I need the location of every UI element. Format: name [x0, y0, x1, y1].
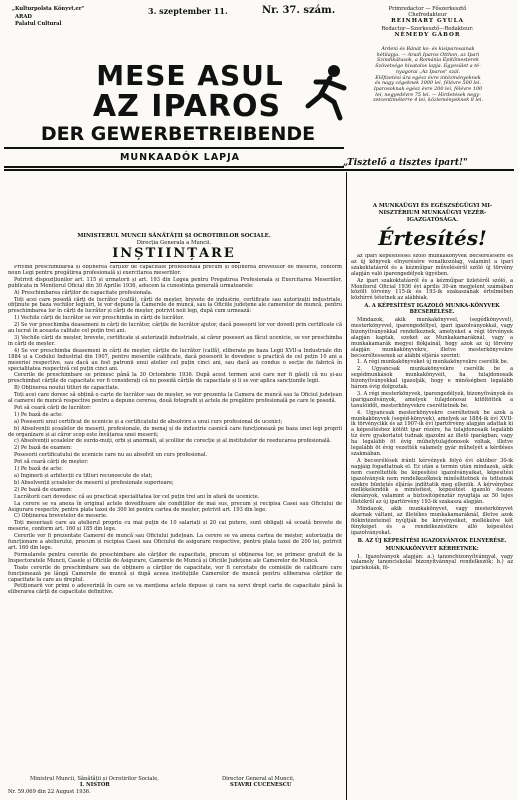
- left-paragraph: Privind preschimbarea și obținerea carților de capacitate profesională precum și obținerea brevetelor de meserie, conform noun Legi pentru pregătirea profesională și exercitarea meseriilor.: [8, 265, 342, 276]
- ministry-line-1: MINISTERUL MUNCII SĂNĂTĂȚII ȘI OCROTIRILOR SOCIALE.: [77, 233, 271, 239]
- right-section-b: B. AZ ÚJ KÉPESÍTÉSI IGAZOLVÁNYOK ELNYERÉSE.: [357, 537, 507, 544]
- masthead-title-1: MESE ASUL: [96, 59, 284, 92]
- right-paragraph: 3. A régi mesterkönyvek, iparengedélyek, bizonyítványok és iparigazolványok, amelyek tulajdonosai kitöltötték a tanulóidőt, mesterkönyvekre cseréltetnek be.: [351, 390, 513, 409]
- right-paragraph: 2. Ugyancsak munkakönyvekre cserélik be a segédmunkások munkakönyveit, ha tulajdonosaik bizonyítványokkal igazolják, hogy e minőségben legalább három évig dolgoztak.: [351, 366, 513, 391]
- sig-left-1: Ministrul Muncii, Sănătății și Ocrotirilor Sociale,: [30, 776, 159, 782]
- left-paragraph: 1) Pe bază de acte:: [14, 466, 63, 473]
- right-paragraph: Az ipari szakoktatásról és a kézműipar üzletéről szóló, a Monitorul Oficial 1936 évi április 30-án megjelent számában közölt törvény 115-ik és 193-ik szakaszának értelmében közhírré tétetnek az alábbiak.: [351, 277, 513, 302]
- runner-emblem-icon: [300, 62, 356, 124]
- right-paragraph: 1. A régi munkakönyveket új munkakönyvekre cserélik be.: [357, 359, 509, 366]
- sig-right-1: Director General al Muncii,: [222, 776, 295, 782]
- left-paragraph: 1) Vechile cărți de lucrător se vor preschimba in cărți de lucrător.: [14, 315, 184, 322]
- info-line: Szövetsége hivatalos lapja. Egyesület a té-: [375, 63, 481, 70]
- left-paragraph: 1) Pe bază de acte:: [14, 411, 63, 418]
- footer-number: Nr. 59.069 din 22 August 1936.: [8, 789, 91, 795]
- editor-name: REINHART GYULA: [391, 18, 464, 24]
- left-paragraph: b) Absolvenții școalelor de meserii, profesionale, de menaj și de industrie casnică care funcționează pe baza unei legi proprii de organizare și ai căror scop este învățarea unei meserii;: [8, 425, 342, 438]
- right-paragraph: Mindazok, akik munkakönyvvel, (segédkönyvvel), mesterkönyvvel, iparengedéllyel, ipari igazolványokkal, vagy bizonyítványokkal rendelkeznek, amelyeket a régi törvények alapján kaptak, ezeket az Munkakamaráknál, vagy a munkakamarák megyei fiókjainál, hogy azok az új törvény alapján munkakönyvekre, illetve mesterkönyvekre becseréltessenek az alábbi eljárás szerint:: [351, 317, 513, 359]
- left-paragraph: 2) Pe bază de examen:: [14, 445, 72, 452]
- info-line: zetcentiméterre 4 lei, közleményeknek 8 lei.: [372, 97, 484, 104]
- info-line: nyagorai „Az Iparos" szál.: [395, 68, 461, 75]
- masthead-subtitle: MUNKAADÓK LAPJA: [119, 152, 241, 163]
- left-paragraph: C) Obținerea brevetelor de meserie.: [14, 513, 108, 520]
- left-paragraph: b) Absolvenții școalelor de meserii și profesionale superioare;: [14, 479, 174, 486]
- left-paragraph: 4) Se vor preschimba deasemeni in cărți de meșter, cărțile de lucrător (calfă), eliberate pe baza Legii XVII-a Industriale din 1884 și a Codului Industrial din 1907, pentru meseriile calificate, dacă posesorii le dovedesc o practică de cel puțin 10 ani a meseriei respective, sau dacă au fost patronii unui atelier cel puțin cinci ani, sau dacă au condus o secție de fabrică în specialitatea respectivă cel puțin cinci ani.: [8, 347, 342, 372]
- left-heading-rule: [110, 262, 240, 263]
- info-line: és nagy cégeknek 1000 lei, félévre 500 lei.: [375, 80, 481, 87]
- left-paragraph: Toți acei care posedă cărți de lucrător (calfă), cărți de meșter, brevete de industrie, certificate sau autorizații industriale, obținute pe baza vechilor legiuiri, le vor depune la Camerele de muncă, sau la Oficiile județene ale camerelor de muncă, pentru preschimbarea lor în cărți de lucrător și cărți de meșter, potrivit noii legi, după cum urmează:: [8, 296, 342, 315]
- right-paragraph: 4. Ugyancsak mesterkönyvekre cseréltetnek be azok a munkakönyvek (segéd-könyvek), amelyek az 1884-ik évi XVII-ik törvénycikk és az 1907-ik évi ipartörvény alapján adattak ki a képesítéshez kötött ipar rézére, ha tulajdonosaik legalább tíz évre gyakorlatot tudnak igazolni az illető iparágban, vagy ha legalább öt évig műhelytulajdonosok voltak, illetve legalább öt évig vezették valamely gyár műhelyét a kérdéses szakmában.: [351, 409, 513, 457]
- issue-number: Nr. 37. szám.: [262, 5, 336, 16]
- right-heading: Értesítés!: [378, 226, 487, 250]
- right-intro-1: A MUNKAÜGYI ÉS EGÉSZSÉGÜGYI MI-: [372, 203, 493, 209]
- right-intro-3: IGAZGATÓSÁGA.: [406, 217, 459, 223]
- sig-right-2: STAVRI CUCENESCU: [230, 782, 292, 788]
- info-line: Előfizetési ára egész évre intézményeknek: [375, 74, 481, 81]
- left-heading: INȘTIINȚARE: [112, 246, 236, 261]
- left-paragraph: Pot să ceară cărți de meșter:: [14, 459, 89, 466]
- right-section-c: MUNKAKÖNYVET KÉRHETNEK:: [385, 545, 479, 552]
- left-body: [8, 265, 342, 775]
- publication-info: [343, 47, 513, 104]
- right-paragraph: A becserélések iránti kérvények folyó évi október 30-ik napjáig fogadtatnak el. Ez után a termin után mindazok, akik nem cseréltették be képesítési igazolványaikat, képesítési igazolványok nem rendelkezőknek minősíttetnek és tetteinek ezekre büntetés éljárás indíttatik meg ellenük. A kérvényhez mellékelendők a minősítést, képesítést igazoló összes okmányok, valamint a biztosítópénztár nyugtája az 50 lejes illetékről az új ipartörvény 193-ik szakasza alapján.: [351, 457, 513, 506]
- right-paragraph: 1. Igazolványok alapján: a.) tanoncbizonyítvánnyal, vagy valamely tanonciskolai bizonyítvánnyal rendelkezők; b.) az ipariskolák, fő-: [351, 553, 513, 572]
- editor2-label: Redactor—Szerkesztő—Redakteur:: [381, 26, 474, 33]
- sig-left-2: I. NISTOR: [80, 782, 110, 788]
- right-paragraph: Mindazok, akik munkakönyvet, vagy mesterkönyvet akarnak váltani, az illetékes munkakamaráknál, illetve azok fiókintézeteinél nyújtják be kérvényeiket, mellékelve két fényképet és a rendelkezésükre álló képesítési igazolványokat.: [351, 506, 513, 536]
- editor2-name: NÉMEDY GÁBOR: [394, 32, 461, 39]
- right-intro-2: NISZTÉRIUM MUNKAÜGYI VEZÉR-: [378, 210, 487, 216]
- masthead-rule-top: [4, 147, 344, 149]
- editor-label: Primredactor — Főszerkesztő: [388, 6, 467, 12]
- header-rule: [4, 169, 514, 171]
- left-paragraph: Pot să ceară cărți de lucrător:: [14, 404, 92, 411]
- left-paragraph: Lucrătorii cari dovedesc că au practicat specialitatea lor cel puțin trei ani în afară de ucenicie.: [14, 493, 260, 500]
- left-paragraph: Toți acei care doresc să obțină o carte de lucrător sau de meșter, se vor prezenta la Camera de muncă sau la Oficiul județean al camerei de muncă respective pentru a depune cererea, două fotografii și actele de pregătire profesională pe care le posedă.: [8, 392, 342, 405]
- info-line: lei, negyedévre 75 lei. — Hirdetések negy-: [375, 91, 481, 98]
- issue-date: 3. szeptember 11.: [148, 6, 228, 16]
- left-paragraph: Cererile de preschimbare se primesc până la 30 Octombrie 1936. După acest termen acei care nor fi găsiți că nu și-au preschimbat cărțile de capacitate vor fi considerați că nu posedă cărțile de capacitate și li se vor aplica sancțiunile legii.: [8, 372, 342, 385]
- left-paragraph: Formularele pentru cererile de preschimbare ale cărților de capacitate, precum și obținerea lor, se primesc gratuit de la Inspectoratele Muncii, Casele și Oficiile de Asigurare, Camerele de Muncă și Oficiile Județene ale Camerelor de Muncă.: [8, 551, 342, 564]
- top-left-line-3: Palatul Cultural: [15, 21, 62, 27]
- info-line: Árdeni és Bánát ko- és kisiparosainak: [381, 46, 475, 52]
- info-line: Iparosoknak egész évre 200 lei, félévre 100: [373, 85, 483, 92]
- left-paragraph: Cererile vor fi prezentate Camerei de muncă sau Oficiului județean. La cerere se va anexa cartea de meșter, autorizația de funcționare a atelierului, precum și recipisa Casei sau Oficiului de asigurare respective, pentru plata taxei de 200 lei, potrivit art. 160 din lege.: [8, 533, 342, 551]
- info-line: hétilapja. — Aradi Iparos Otthon, az Ipari: [376, 51, 480, 58]
- ministry-line-2: Direcția Generala a Muncii.: [136, 240, 212, 246]
- masthead-rule-bottom: [4, 166, 344, 168]
- left-paragraph: a) Posesorii unui certificat de ucenicie și a certificatului de absolvire a unui curs profesional de ucenici;: [14, 418, 283, 425]
- left-paragraph: Posesorii certificatului de ucenicie care nu au absolvit un curs profesional.: [14, 452, 208, 459]
- left-paragraph: 2) Se vor preschimba deasemeni in cărți de lucrător, cărțile de lucrător ajutor, dacă posesorii lor vor dovedi prin certificate că au lucrat în aceasta calitate cel puțin trei ani.: [8, 322, 342, 335]
- editor-box: [345, 6, 510, 39]
- left-paragraph: 3) Vechile cărți de meșter, brevete, certificate și autorizații industriale, ai căror posesori au făcut ucenicie, se vor preschimba in cărți de meșter.: [8, 334, 342, 347]
- info-line: Szindikátusok, a Románia Építőmesterek: [377, 57, 479, 64]
- left-paragraph: Potrivit dispozițiunilor art. 115 și urmatorii și art. 193 din Legea pentru Pregatirea Profesionala și Exercitarea Meseriilor, publicata in Monitorul Oficial din 30 Aprilie 1936, aducem la cunostința generală urmatoarele:: [8, 276, 342, 289]
- left-paragraph: Petiționarii vor primi o adeverință în care se va menționa actele depuse și care va servi drept carte de capacitate până la eliberarea cărții de capacitate definitive.: [8, 583, 342, 596]
- left-paragraph: 2) Pe bază de examen:: [14, 486, 72, 493]
- motto: „Tisztelő a tisztes ipart!": [343, 158, 468, 168]
- left-paragraph: La cerere se va anexa în original actele doveditoare ale condițiilor de mai sus, precum și recipisa Casei sau Oficiului de Asigurare respectiv, pentru plata taxei de 300 lei pentru cartea de meșter, potrivit art. 193 din lege.: [8, 500, 342, 513]
- masthead-title-2: AZ IPAROS: [92, 89, 282, 124]
- right-paragraph: az ipari képesítéssel szóló munkakönyvek becserélésére és az új könyvek elnyerésére vonatkozólag, valamint a ipari szakoktatásról és a kézműipar műveléséről szóló új törvény alapján való iparengedélyek ügyében.: [351, 254, 513, 277]
- left-paragraph: Toate cererile de preschimbare sau de obținere a cărților de capacitate, vor fi cercetate de comisiile de calificare care funcționează pe lângă Camerele de muncă și după aceea instituțiile Camerelor de muncă pentru eliberarea cărților de capacitate la care au dreptul.: [8, 564, 342, 583]
- top-left-line-2: ARAD: [15, 14, 32, 20]
- right-body: [351, 254, 513, 798]
- masthead-title-3: DER GEWERBETREIBENDE: [40, 123, 316, 145]
- right-section-a: A. A KÉPESÍTÉST IGAZOLÓ MUNKA-KÖNYVEK BECSERÉLÉSE.: [364, 303, 500, 316]
- left-paragraph: Toți meseriașii care au atelierul propriu cu mai puțin de 10 salariați și 20 cai putere, sunt obligați să scoată brevete de meserie, conform art. 160 și 185 din lege.: [8, 520, 342, 533]
- column-divider: [346, 172, 347, 800]
- left-paragraph: A) Preschimbarea cărților de capacitate profesionala.: [14, 289, 153, 296]
- top-left-line-1: „Kulturpolsta Könyvt.er": [12, 6, 85, 12]
- left-paragraph: c) Absolvenții școalelor de surdo-muți, orbi și anormali, al școlilor de corecție și al institutelor de reeducarea profesională.: [14, 438, 332, 445]
- left-paragraph: B) Obținerea noului titluri de capacitate.: [14, 385, 120, 392]
- editor-label-2: Chefredakteur: [408, 12, 447, 18]
- left-paragraph: a) Inginerii și arhitecții cu titluri recunoscute de stat;: [14, 473, 153, 479]
